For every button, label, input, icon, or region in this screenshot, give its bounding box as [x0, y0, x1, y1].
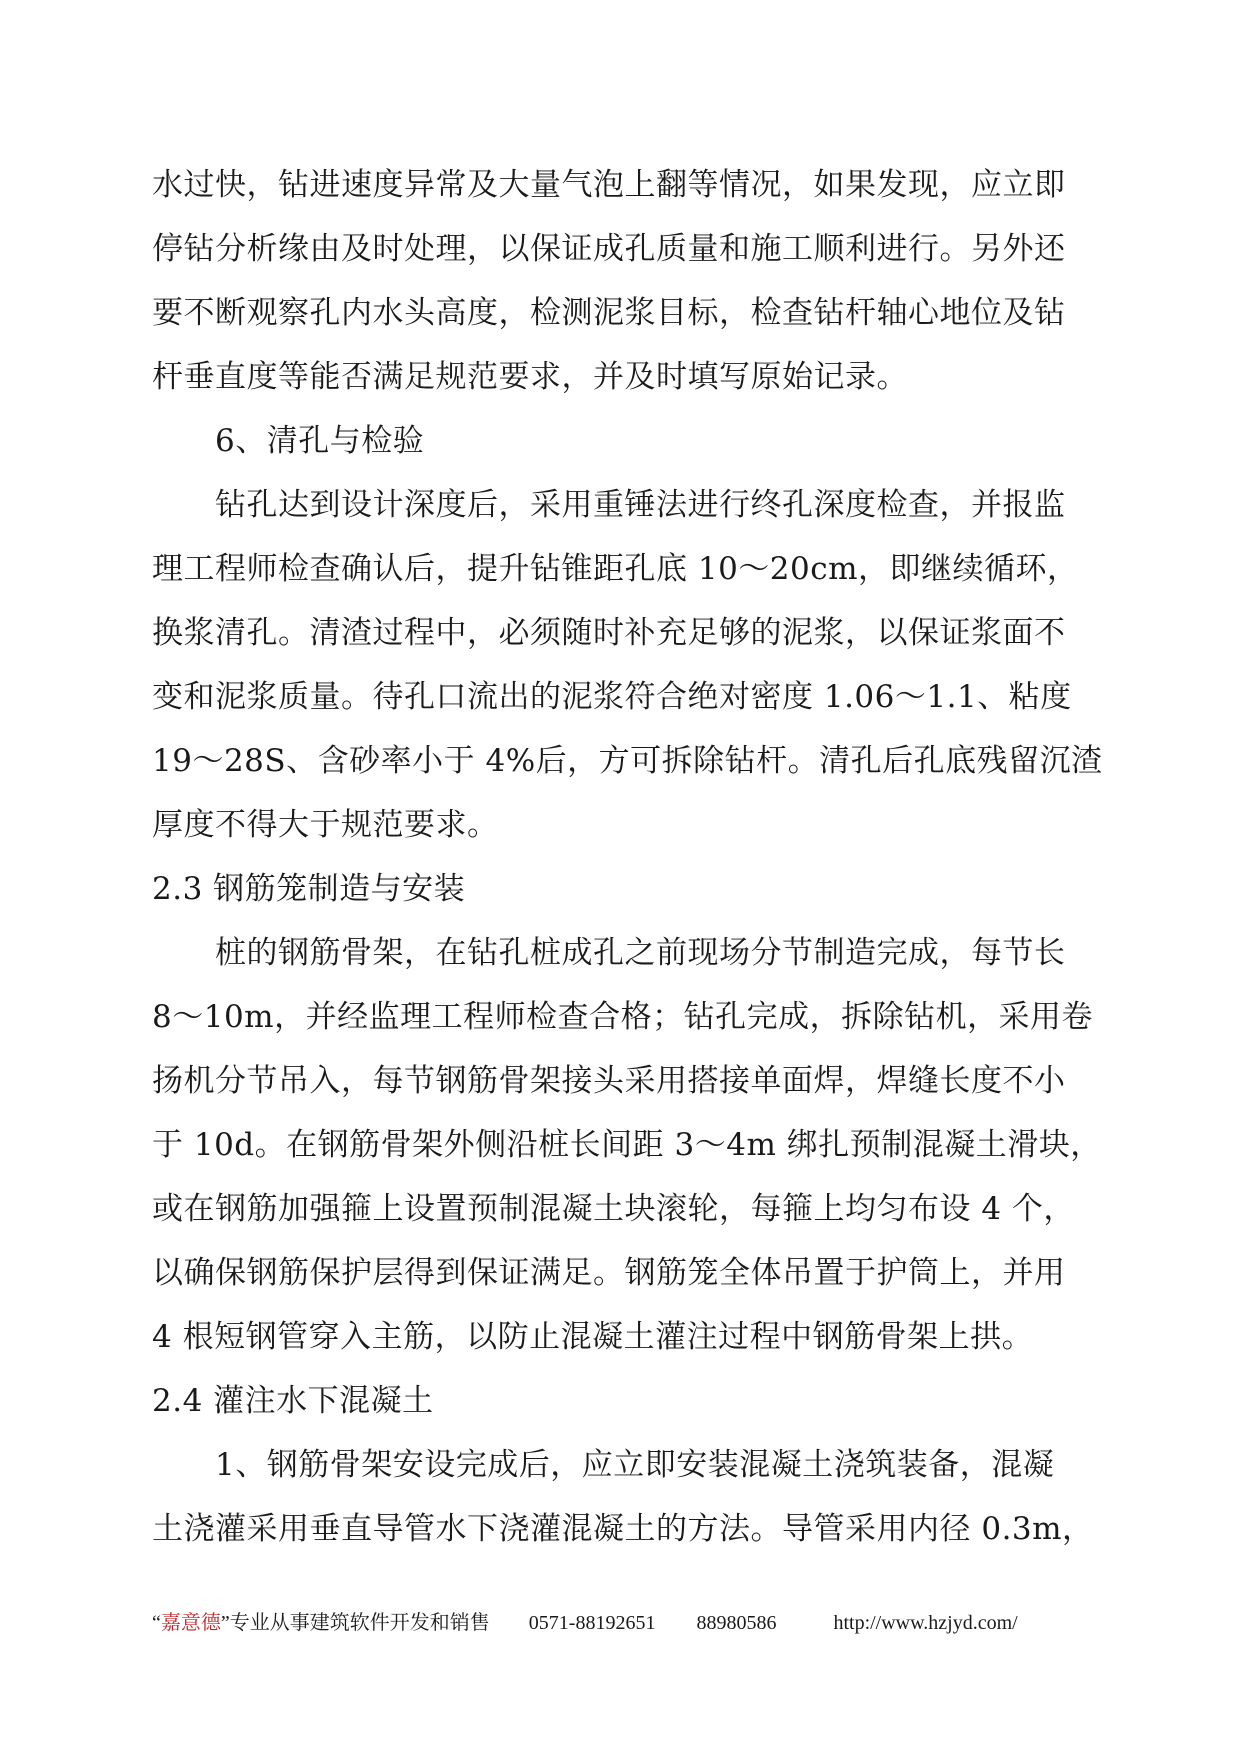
body-text-line: 以确保钢筋保护层得到保证满足。钢筋笼全体吊置于护筒上，并用 — [152, 1255, 1066, 1291]
body-text-line: 钻孔达到设计深度后，采用重锤法进行终孔深度检查，并报监 — [215, 487, 1066, 523]
body-text-line: 要不断观察孔内水头高度，检测泥浆目标，检查钻杆轴心地位及钻 — [152, 295, 1066, 331]
page-footer — [152, 1608, 1112, 1638]
body-text-line: 厚度不得大于规范要求。 — [152, 807, 499, 843]
section-heading: 2.4 灌注水下混凝土 — [152, 1383, 434, 1419]
body-text-line: 19～28S、含砂率小于 4%后，方可拆除钻杆。清孔后孔底残留沉渣 — [152, 743, 1103, 779]
body-text-line: 土浇灌采用垂直导管水下浇灌混凝土的方法。导管采用内径 0.3m， — [152, 1511, 1094, 1547]
footer-slogan: 专业从事建筑软件开发和销售 — [229, 1612, 490, 1634]
section-heading: 2.3 钢筋笼制造与安装 — [152, 871, 466, 907]
body-text-line: 杆垂直度等能否满足规范要求，并及时填写原始记录。 — [152, 359, 908, 395]
body-text-line: 桩的钢筋骨架，在钻孔桩成孔之前现场分节制造完成，每节长 — [215, 935, 1066, 971]
subsection-heading: 6、清孔与检验 — [215, 423, 425, 459]
body-text-line: 4 根短钢管穿入主筋，以防止混凝土灌注过程中钢筋骨架上拱。 — [152, 1319, 1034, 1355]
body-text-line: 于 10d。在钢筋骨架外侧沿桩长间距 3～4m 绑扎预制混凝土滑块， — [152, 1127, 1102, 1163]
body-text-line: 换浆清孔。清渣过程中，必须随时补充足够的泥浆，以保证浆面不 — [152, 615, 1066, 651]
body-text-line: 扬机分节吊入，每节钢筋骨架接头采用搭接单面焊，焊缝长度不小 — [152, 1063, 1066, 1099]
footer-phone-secondary: 88980586 — [696, 1612, 777, 1634]
footer-website-link[interactable]: http://www.hzjyd.com/ — [833, 1612, 1018, 1634]
body-text-line: 变和泥浆质量。待孔口流出的泥浆符合绝对密度 1.06～1.1、粘度 — [152, 679, 1072, 715]
footer-quote-close: ” — [220, 1612, 230, 1634]
body-text-line: 理工程师检查确认后，提升钻锥距孔底 10～20cm，即继续循环， — [152, 551, 1079, 587]
body-text-line: 或在钢筋加强箍上设置预制混凝土块滚轮，每箍上均匀布设 4 个， — [152, 1191, 1075, 1227]
body-text-line: 水过快，钻进速度异常及大量气泡上翻等情况，如果发现，应立即 — [152, 167, 1066, 203]
body-text-line: 8～10m，并经监理工程师检查合格；钻孔完成，拆除钻机，采用卷 — [152, 999, 1094, 1035]
body-text-line: 1、钢筋骨架安设完成后，应立即安装混凝土浇筑装备，混凝 — [215, 1447, 1055, 1483]
footer-quote-open: “ — [152, 1612, 161, 1634]
footer-phone-primary: 0571-88192651 — [528, 1612, 656, 1634]
body-text-line: 停钻分析缘由及时处理，以保证成孔质量和施工顺利进行。另外还 — [152, 231, 1066, 267]
footer-brand: 嘉意德 — [160, 1612, 221, 1634]
